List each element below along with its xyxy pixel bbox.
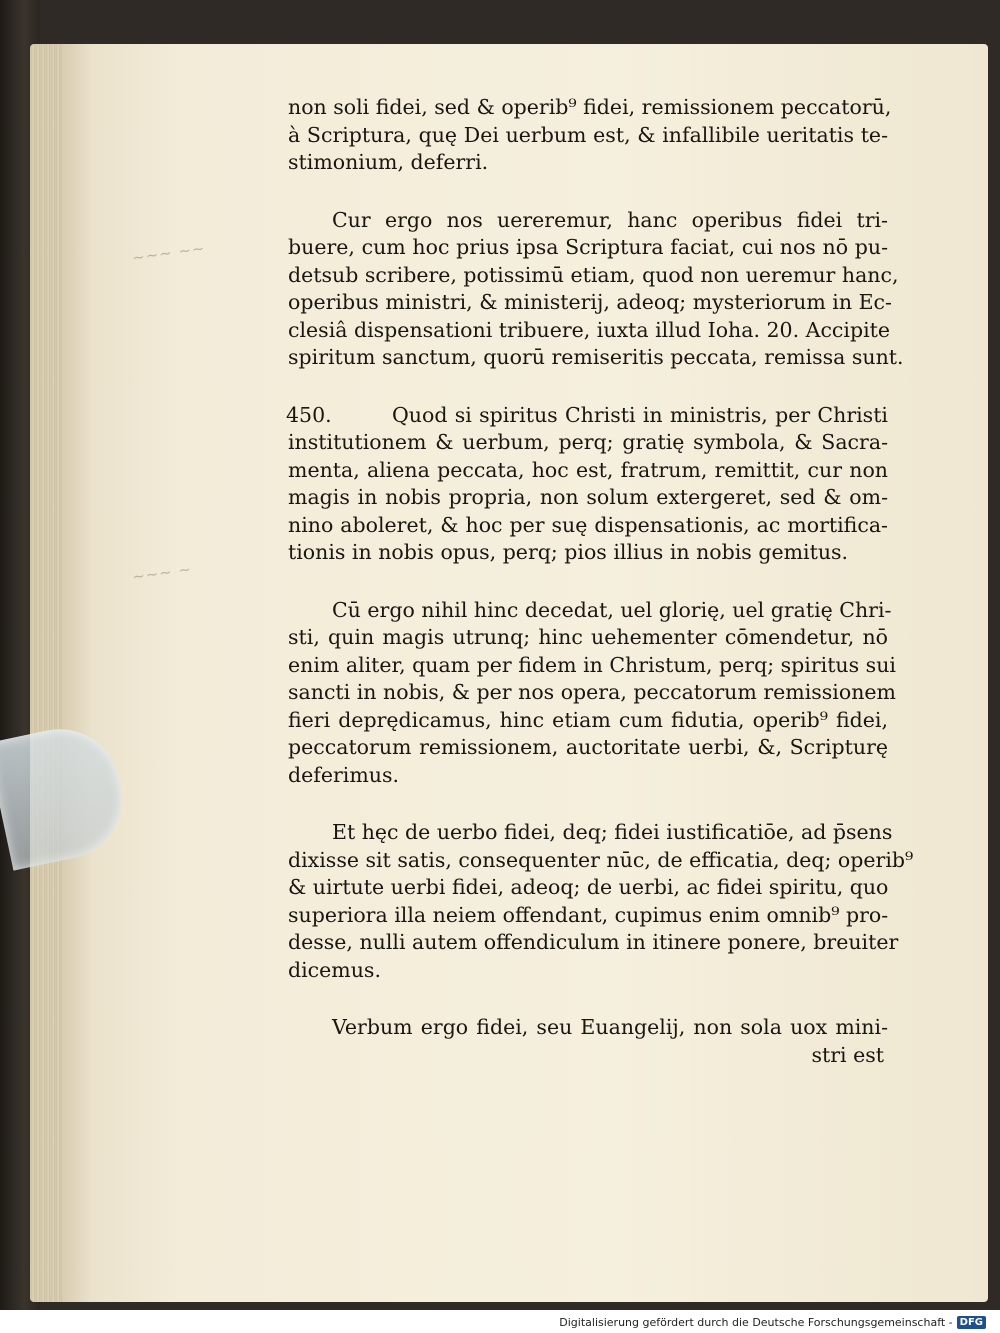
text-line: tionis in nobis opus, perq; pios illius in nobis gemitus. <box>288 540 849 564</box>
text-line: non soli fidei, sed & operib⁹ fidei, remissionem peccatorū, <box>288 95 892 119</box>
text-line: enim aliter, quam per fidem in Christum, perq; spiritus sui <box>288 652 896 677</box>
digitization-footer <box>559 1316 986 1329</box>
faint-margin-annotation: ~~~ ~ <box>131 559 194 587</box>
text-line: dicemus. <box>288 957 381 982</box>
text-line: sti, quin magis utrunq; hinc uehementer cōmendetur, nō <box>288 625 888 649</box>
text-line: menta, aliena peccata, hoc est, fratrum, remittit, cur non <box>288 457 888 482</box>
text-line: magis in nobis propria, non solum extergeret, sed & om- <box>288 485 888 509</box>
text-line: Cū ergo nihil hinc decedat, uel glorię, uel gratię Chri- <box>332 597 892 622</box>
text-line: sancti in nobis, & per nos opera, peccatorum remissionem <box>288 680 896 704</box>
body-text <box>286 94 914 1069</box>
text-line: desse, nulli autem offendiculum in itinere ponere, breuiter <box>288 930 899 954</box>
footer-credit: Digitalisierung gefördert durch die Deutsche Forschungsgemeinschaft - <box>559 1316 953 1329</box>
text-line: spiritum sanctum, quorū remiseritis peccata, remissa sunt. <box>288 345 904 369</box>
text-line: dixisse sit satis, consequenter nūc, de efficatia, deq; operib⁹ <box>288 847 914 872</box>
faint-margin-annotation: ~~~ ~~ <box>131 238 207 268</box>
text-line: peccatorum remissionem, auctoritate uerbi, &, Scripturę <box>288 735 888 759</box>
text-line: Cur ergo nos uereremur, hanc operibus fidei tri- <box>332 207 888 232</box>
text-line: Verbum ergo fidei, seu Euangelij, non sola uox mini- <box>332 1015 888 1039</box>
text-line: & uirtute uerbi fidei, adeoq; de uerbi, ac fidei spiritu, quo <box>288 875 889 899</box>
text-line: Quod si spiritus Christi in ministris, per Christi <box>392 402 888 427</box>
text-line: deferimus. <box>288 762 400 787</box>
text-line: buere, cum hoc prius ipsa Scriptura faciat, cui nos nō pu- <box>288 235 888 259</box>
text-line: detsub scribere, potissimū etiam, quod non ueremur hanc, <box>288 262 899 287</box>
catchword: stri est <box>811 1042 884 1067</box>
paragraph-number: 450. <box>286 402 332 427</box>
text-line: operibus ministri, & ministerij, adeoq; mysteriorum in Ec- <box>288 290 892 314</box>
text-line: nino aboleret, & hoc per suę dispensationis, ac mortifica- <box>288 512 888 537</box>
text-line: clesiâ dispensationi tribuere, iuxta illud Ioha. 20. Accipite <box>288 317 891 342</box>
text-line: institutionem & uerbum, perq; gratię symbola, & Sacra- <box>288 430 888 454</box>
text-line: fieri deprędicamus, hinc etiam cum fidutia, operib⁹ fidei, <box>288 707 888 732</box>
text-line: à Scriptura, quę Dei uerbum est, & infallibile ueritatis te- <box>288 122 888 147</box>
text-line: stimonium, deferri. <box>288 150 489 174</box>
dfg-logo-icon: DFG <box>957 1316 986 1329</box>
text-line: Et hęc de uerbo fidei, deq; fidei iustificatiōe, ad p̄sens <box>332 820 893 844</box>
text-line: superiora illa neiem offendant, cupimus enim omnib⁹ pro- <box>288 902 889 927</box>
